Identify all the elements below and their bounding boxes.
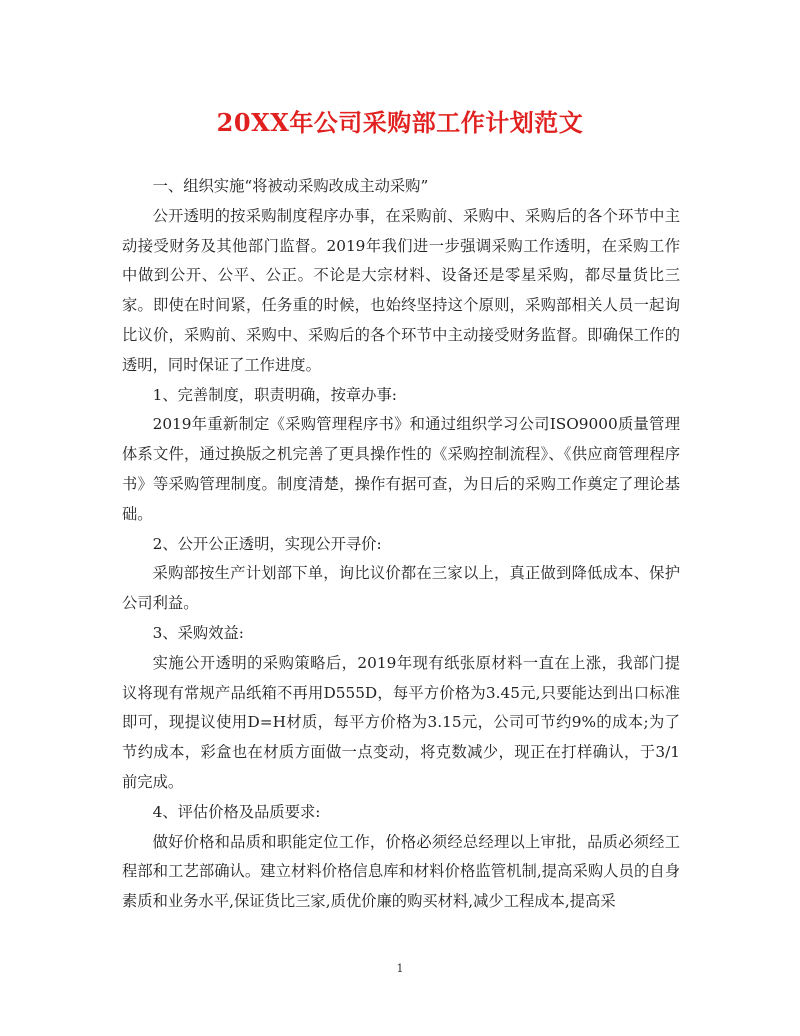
document-body <box>122 172 680 917</box>
subsection-heading: 2、公开公正透明，实现公开寻价: <box>152 534 382 553</box>
subsection-heading: 1、完善制度，职责明确，按章办事: <box>152 385 397 404</box>
subsection-heading: 3、采购效益: <box>152 623 244 642</box>
document-title: 20XX年公司采购部工作计划范文 <box>216 108 584 137</box>
body-paragraph: 做好价格和品质和职能定位工作，价格必须经总经理以上审批，品质必须经工程部和工艺部确认。建立材料价格信息库和材料价格监管机制,提高采购人员的自身素质和业务水平,保证货比三家,质优价廉的购买材料,减少工程成本,提高采 <box>122 832 680 911</box>
body-paragraph: 2019年重新制定《采购管理程序书》和通过组织学习公司ISO9000质量管理体系文件，通过换版之机完善了更具操作性的《采购控制流程》、《供应商管理程序书》等采购管理制度。制度清楚，操作有据可查，为日后的采购工作奠定了理论基础。 <box>122 415 680 523</box>
body-paragraph: 实施公开透明的采购策略后，2019年现有纸张原材料一直在上涨，我部门提议将现有常规产品纸箱不再用D555D，每平方价格为3.45元,只要能达到出口标准即可，现提议使用D=H材质，每平方价格为3.15元，公司可节约9%的成本;为了节约成本，彩盒也在材质方面做一点变动，将克数减少，现正在打样确认，于3/1前完成。 <box>122 653 680 791</box>
body-paragraph: 公开透明的按采购制度程序办事，在采购前、采购中、采购后的各个环节中主动接受财务及其他部门监督。2019年我们进一步强调采购工作透明，在采购工作中做到公开、公平、公正。不论是大宗材料、设备还是零星采购，都尽量货比三家。即使在时间紧，任务重的时候，也始终坚持这个原则，采购部相关人员一起询比议价，采购前、采购中、采购后的各个环节中主动接受财务监督。即确保工作的透明，同时保证了工作进度。 <box>122 206 680 374</box>
section-heading-1: 一、组织实施“将被动采购改成主动采购” <box>152 177 429 195</box>
subsection-heading: 4、评估价格及品质要求: <box>152 802 321 821</box>
body-paragraph: 采购部按生产计划部下单，询比议价都在三家以上，真正做到降低成本、保护公司利益。 <box>122 564 680 613</box>
page-number: 1 <box>396 962 404 975</box>
